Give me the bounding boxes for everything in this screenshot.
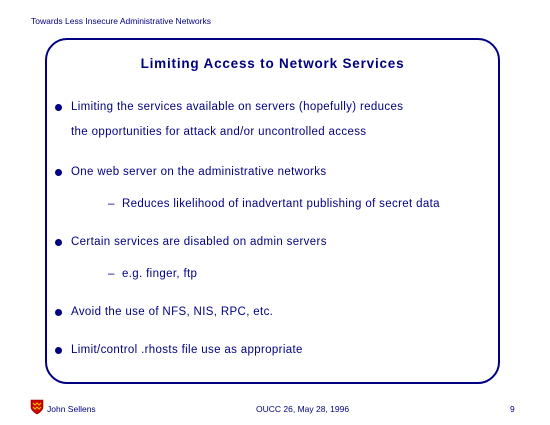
- bullet-2-line-1: One web server on the administrative networks: [71, 166, 327, 178]
- bullet-item-2: [71, 165, 326, 190]
- bullet-1-line-1: Limiting the services available on servers (hopefully) reduces: [71, 101, 404, 113]
- bullet-dot-icon: [55, 309, 62, 316]
- bullet-dot-icon: [55, 347, 62, 354]
- bullet-5-line-1: Limit/control .rhosts file use as appropriate: [71, 344, 303, 356]
- bullet-3-line-1: Certain services are disabled on admin servers: [71, 236, 327, 248]
- bullet-item-5: [71, 343, 303, 368]
- bullet-item-3: [71, 235, 327, 260]
- sub-item-3-text: e.g. finger, ftp: [122, 268, 198, 280]
- bullet-4-line-1: Avoid the use of NFS, NIS, RPC, etc.: [71, 306, 274, 318]
- bullet-item-4: [71, 305, 273, 330]
- sub-item-3: [108, 267, 197, 282]
- bullet-dot-icon: [55, 169, 62, 176]
- footer-event: OUCC 26, May 28, 1996: [256, 404, 350, 414]
- dash-icon: –: [108, 198, 115, 210]
- bullet-dot-icon: [55, 239, 62, 246]
- slide-frame: [45, 38, 500, 384]
- bullet-1-line-2: the opportunities for attack and/or uncontrolled access: [71, 126, 367, 138]
- bullet-dot-icon: [55, 104, 62, 111]
- dash-icon: –: [108, 268, 115, 280]
- slide-title: Limiting Access to Network Services: [140, 56, 405, 71]
- university-crest-icon: [30, 399, 44, 415]
- bullet-item-1: [71, 100, 403, 150]
- sub-item-2-text: Reduces likelihood of inadvertant publishing of secret data: [122, 198, 440, 210]
- footer-page-number: 9: [510, 404, 515, 414]
- footer-author: John Sellens: [47, 404, 96, 414]
- header-running-title: Towards Less Insecure Administrative Networks: [31, 16, 211, 26]
- sub-item-2: [108, 197, 440, 212]
